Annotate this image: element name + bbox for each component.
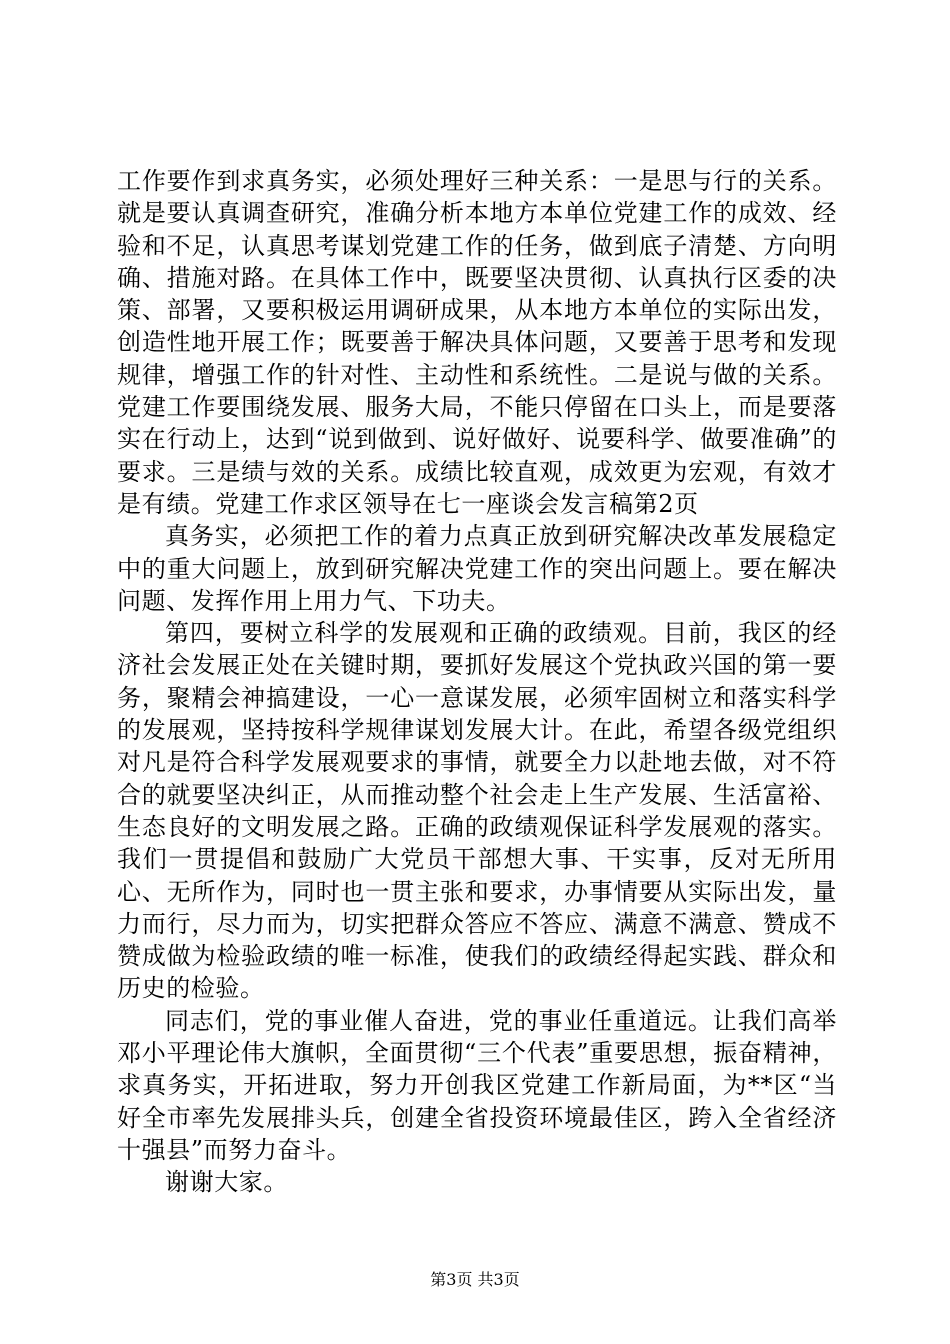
paragraph-thanks: 谢谢大家。 (165, 1168, 288, 1197)
document-body (117, 165, 837, 1199)
paragraph-development-view: 第四，要树立科学的发展观和正确的政绩观。目前，我区的经济社会发展正处在关键时期，要抓好发展这个党执政兴国的第一要务，聚精会神搞建设，一心一意谋发展，必须牢固树立和落实科学的发展观，坚持按科学规律谋划发展大计。在此，希望各级党组织对凡是符合科学发展观要求的事情，就要全力以赴地去做，对不符合的就要坚决纠正，从而推动整个社会走上生产发展、生活富裕、生态良好的文明发展之路。正确的政绩观保证科学发展观的落实。我们一贯提倡和鼓励广大党员干部想大事、干实事，反对无所用心、无所作为，同时也一贯主张和要求，办事情要从实际出发，量力而行，尽力而为，切实把群众答应不答应、满意不满意、赞成不赞成做为检验政绩的唯一标准，使我们的政绩经得起实践、群众和历史的检验。 (117, 619, 837, 1003)
paragraph-pragmatism: 真务实，必须把工作的着力点真正放到研究解决改革发展稳定中的重大问题上，放到研究解决党建工作的突出问题上。要在解决问题、发挥作用上用力气、下功夫。 (117, 522, 837, 615)
paragraph-closing-call: 同志们，党的事业催人奋进，党的事业任重道远。让我们高举邓小平理论伟大旗帜，全面贯彻“三个代表”重要思想，振奋精神，求真务实，开拓进取，努力开创我区党建工作新局面，为**区“当好全市率先发展排头兵，创建全省投资环境最佳区，跨入全省经济十强县”而努力奋斗。 (117, 1006, 837, 1164)
paragraph-relations: 工作要作到求真务实，必须处理好三种关系：一是思与行的关系。就是要认真调查研究，准确分析本地方本单位党建工作的成效、经验和不足，认真思考谋划党建工作的任务，做到底子清楚、方向明确、措施对路。在具体工作中，既要坚决贯彻、认真执行区委的决策、部署，又要积极运用调研成果，从本地方本单位的实际出发，创造性地开展工作；既要善于解决具体问题，又要善于思考和发现规律，增强工作的针对性、主动性和系统性。二是说与做的关系。党建工作要围绕发展、服务大局，不能只停留在口头上，而是要落实在行动上，达到“说到做到、说好做好、说要科学、做要准确”的要求。三是绩与效的关系。成绩比较直观，成效更为宏观，有效才是有绩。党建工作求区领导在七一座谈会发言稿第2页 (117, 167, 837, 518)
page-number-footer: 第3页 共3页 (430, 1270, 520, 1289)
